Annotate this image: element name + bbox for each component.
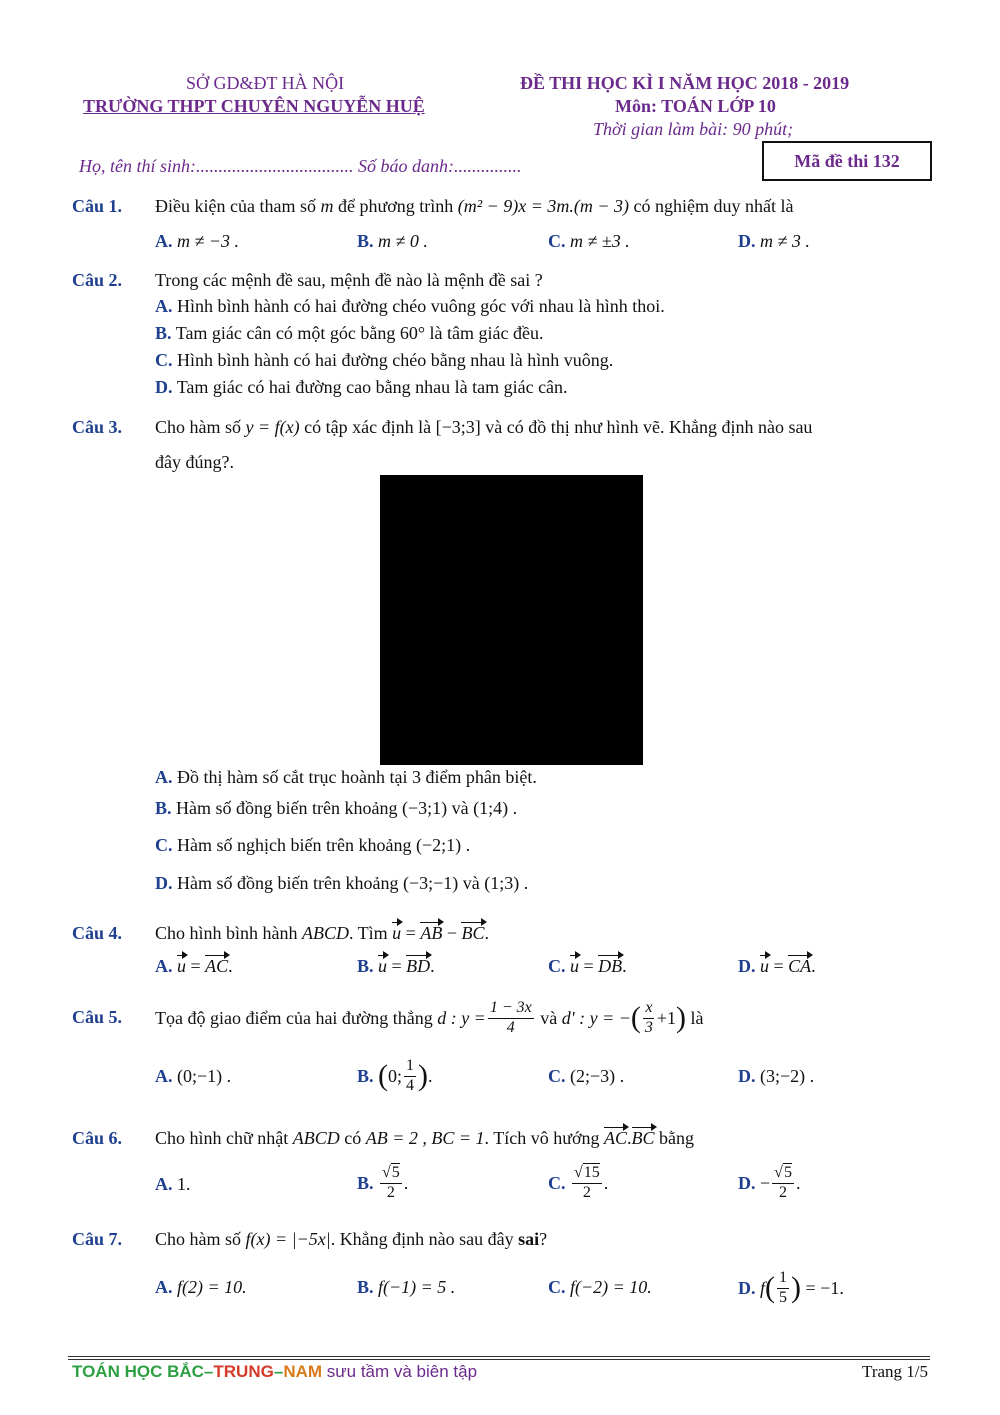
math: AB = 2 , [365, 1128, 427, 1148]
graph-image-redacted [380, 475, 643, 765]
question-label: Câu 7. [72, 1229, 123, 1249]
option-c[interactable]: C. $\frac{√15}{2}$ . [548, 1164, 609, 1201]
option-vector: DB [598, 956, 623, 976]
option-b[interactable] [357, 1277, 455, 1298]
text: . Khẳng định nào sau đây [330, 1229, 514, 1249]
time-limit: Thời gian làm bài: 90 phút; [593, 119, 794, 139]
vector-bc: BC [631, 1128, 655, 1148]
denominator: 2 [582, 1183, 591, 1201]
option-text: m ≠ −3 . [177, 231, 240, 251]
equals: = [405, 923, 416, 943]
question-label: Câu 6. [72, 1128, 123, 1148]
period: . [622, 956, 627, 976]
paren: ) [791, 1271, 802, 1304]
option-text: Hàm số nghịch biến trên khoảng (−2;1) . [177, 835, 471, 855]
option-text: = −1. [805, 1277, 844, 1298]
brand-part: TRUNG [213, 1362, 274, 1381]
radicand: 5 [783, 1164, 792, 1182]
text: Tọa độ giao điểm của hai đường thẳng [155, 1007, 433, 1028]
question-label: Câu 4. [72, 923, 123, 943]
math: BC = 1 [431, 1128, 485, 1148]
text: có nghiệm duy nhất là [633, 196, 794, 216]
equals: = [583, 956, 594, 976]
option-letter: D. [155, 377, 173, 397]
school-name: TRƯỜNG THPT CHUYÊN NGUYỄN HUỆ [83, 96, 425, 116]
denominator: 4 [506, 1018, 515, 1036]
option-letter: A. [155, 1066, 173, 1086]
sign: − [760, 1172, 771, 1193]
option-b[interactable] [357, 956, 435, 977]
option-text: Hình bình hành có hai đường chéo bằng nhau là hình vuông. [177, 350, 614, 370]
question-text [155, 992, 704, 1044]
vector-u: u [392, 923, 402, 943]
radicand: 5 [391, 1164, 400, 1182]
minus: − [446, 923, 457, 943]
vector-u: u [378, 956, 388, 976]
option-letter: B. [357, 231, 374, 251]
numerator: x [643, 999, 654, 1018]
text: có [344, 1128, 362, 1148]
option-vector: BD [406, 956, 431, 976]
function: y = f(x) [245, 417, 300, 437]
fraction [777, 1269, 789, 1307]
option-letter: D. [738, 1277, 756, 1298]
option-letter: C. [155, 350, 173, 370]
option-d[interactable] [155, 873, 528, 894]
option-letter: B. [155, 798, 172, 818]
brand-dash: – [203, 1362, 214, 1381]
text: Điều kiện của tham số [155, 196, 316, 216]
option-a[interactable] [155, 231, 239, 252]
question-label: Câu 3. [72, 417, 123, 437]
option-letter: B. [357, 1065, 374, 1086]
option-letter: B. [357, 1172, 374, 1193]
paren: ) [418, 1059, 429, 1092]
option-b[interactable] [357, 1050, 433, 1102]
text: Cho hàm số [155, 417, 242, 437]
equals: = [391, 956, 402, 976]
text: Cho hàm số [155, 1229, 242, 1249]
question-text-cont: đây đúng?. [155, 452, 234, 472]
text: có tập xác định là [304, 417, 432, 437]
option-c[interactable] [548, 956, 627, 977]
option-d[interactable] [738, 1066, 814, 1087]
option-a[interactable] [155, 956, 233, 977]
option-text: 1. [177, 1174, 191, 1194]
option-letter: A. [155, 956, 173, 976]
question-text: Trong các mệnh đề sau, mệnh đề nào là mệnh đề sai ? [155, 270, 543, 290]
numerator: √15 [572, 1164, 602, 1183]
numerator: 1 − 3x [488, 999, 534, 1018]
option-letter: D. [738, 1172, 756, 1193]
vector-u: u [760, 956, 769, 976]
denominator: 5 [779, 1288, 788, 1306]
exam-title: ĐỀ THI HỌC KÌ I NĂM HỌC 2018 - 2019 [520, 73, 850, 93]
option-letter: A. [155, 1277, 173, 1297]
function-name: f [760, 1277, 766, 1298]
fraction [772, 1164, 794, 1202]
footer-divider [68, 1359, 930, 1360]
question-text [155, 417, 812, 438]
option-b[interactable] [155, 323, 544, 344]
fraction [404, 1057, 416, 1095]
option-letter: C. [548, 1172, 566, 1193]
option-b[interactable]: B. $\frac{√5}{2}$ . [357, 1164, 409, 1201]
period: . [430, 956, 435, 976]
option-d[interactable] [738, 231, 810, 252]
brand-tagline: sưu tầm và biên tập [322, 1362, 478, 1381]
option-letter: A. [155, 231, 173, 251]
fraction [380, 1164, 402, 1202]
numerator: √5 [380, 1164, 402, 1183]
radicand: 15 [583, 1164, 600, 1182]
option-d[interactable]: D. − $\frac{√5}{2}$ . [738, 1164, 801, 1201]
brand-part: NAM [283, 1362, 323, 1381]
option-text: f(−1) = 5 . [378, 1277, 456, 1297]
option-letter: B. [357, 1277, 374, 1297]
option-a[interactable] [155, 1174, 191, 1195]
text: là [690, 1007, 704, 1028]
option-d[interactable] [738, 956, 816, 977]
vector-ab: AB [420, 923, 443, 943]
option-c[interactable] [548, 1277, 652, 1298]
numerator: 1 [777, 1269, 789, 1288]
question-label: Câu 1. [72, 196, 123, 216]
option-d[interactable] [155, 377, 568, 398]
option-letter: A. [155, 1174, 173, 1194]
fraction [572, 1164, 602, 1202]
function: f(x) = |−5x| [245, 1229, 331, 1249]
line-d: d : y = [437, 1007, 486, 1028]
period: . [484, 923, 489, 943]
option-b[interactable] [155, 798, 517, 819]
text: Cho hình bình hành [155, 923, 298, 943]
option-c[interactable] [155, 835, 470, 856]
option-a[interactable] [155, 767, 537, 788]
paren: ) [676, 1001, 687, 1034]
vector-u: u [177, 956, 186, 976]
option-text: f(−2) = 10. [570, 1277, 652, 1297]
footer-brand [72, 1362, 477, 1382]
period: . [428, 1065, 433, 1086]
paren: ( [765, 1271, 776, 1304]
text: để phương trình [337, 196, 454, 216]
plus-one: +1 [656, 1007, 677, 1028]
text: ? [539, 1229, 548, 1249]
option-letter: A. [155, 767, 173, 787]
shape: ABCD [292, 1128, 340, 1148]
paren: ( [630, 1001, 641, 1034]
option-vector: CA [788, 956, 812, 976]
brand-part: TOÁN HỌC BẮC [72, 1362, 204, 1381]
option-text: m ≠ ±3 . [570, 231, 630, 251]
math: m [320, 196, 334, 216]
option-a[interactable] [155, 296, 665, 317]
fraction [488, 999, 534, 1037]
numerator: √5 [772, 1164, 794, 1183]
option-letter: C. [548, 1066, 566, 1086]
option-letter: D. [738, 231, 756, 251]
option-text: Hàm số đồng biến trên khoảng (−3;1) và (1;4) . [176, 798, 518, 818]
period: . [228, 956, 233, 976]
equals: = [773, 956, 784, 976]
option-letter: A. [155, 296, 173, 316]
text: . Tích vô hướng [484, 1128, 600, 1148]
vector-bc: BC [461, 923, 485, 943]
question-text: Cho hình chữ nhật ABCD có AB = 2 , BC = 1. Tích vô hướng AC.BC bằng [155, 1128, 695, 1148]
text: và có đồ thị như hình vẽ. Khẳng định nào sau [485, 417, 813, 437]
subject: Môn: TOÁN LỚP 10 [615, 96, 776, 116]
shape: ABCD [302, 923, 349, 943]
option-c[interactable] [548, 1066, 624, 1087]
page-number: Trang 1/5 [862, 1362, 928, 1381]
option-text: (2;−3) . [570, 1066, 625, 1086]
text: Cho hình chữ nhật [155, 1128, 289, 1148]
option-text: (3;−2) . [760, 1066, 815, 1086]
fraction [643, 999, 655, 1037]
option-letter: D. [738, 956, 756, 976]
brand-dash: – [273, 1362, 284, 1381]
option-text: 0; [388, 1065, 403, 1086]
student-info-line: Họ, tên thí sinh:................................... Số báo danh:............... [79, 156, 522, 176]
option-letter: D. [155, 873, 173, 893]
text: và [540, 1007, 558, 1028]
option-letter: C. [548, 956, 566, 976]
text: bằng [659, 1128, 695, 1148]
option-text: m ≠ 0 . [378, 231, 428, 251]
option-letter: C. [548, 1277, 566, 1297]
option-a[interactable] [155, 1277, 247, 1298]
option-text: Hàm số đồng biến trên khoảng (−3;−1) và (1;3) . [177, 873, 529, 893]
option-letter: C. [548, 231, 566, 251]
paren: ( [378, 1059, 389, 1092]
option-letter: D. [738, 1066, 756, 1086]
option-text: Đồ thị hàm số cắt trục hoành tại 3 điểm phân biệt. [177, 767, 537, 787]
option-c[interactable] [155, 350, 613, 371]
option-letter: C. [155, 835, 173, 855]
option-b[interactable] [357, 231, 428, 252]
text: . Tìm [349, 923, 388, 943]
denominator: 3 [644, 1018, 653, 1036]
question-label: Câu 2. [72, 270, 123, 290]
option-text: (0;−1) . [177, 1066, 232, 1086]
question-text [155, 196, 794, 217]
domain: [−3;3] [435, 417, 481, 437]
denominator: 2 [386, 1183, 395, 1201]
option-d[interactable] [738, 1261, 844, 1315]
option-text: Tam giác có hai đường cao bằng nhau là tam giác cân. [176, 377, 568, 397]
vector-u: u [570, 956, 579, 976]
option-vector: AC [205, 956, 229, 976]
exam-code-box: Mã đề thi 132 [762, 141, 932, 181]
equation: (m² − 9)x = 3m.(m − 3) [457, 196, 630, 216]
line-d-prime: d' : y = − [561, 1007, 631, 1028]
question-text [155, 1229, 547, 1250]
question-label: Câu 5. [72, 1007, 123, 1027]
option-letter: B. [155, 323, 172, 343]
option-text: Hình bình hành có hai đường chéo vuông góc với nhau là hình thoi. [177, 296, 665, 316]
option-a[interactable] [155, 1066, 231, 1087]
denominator: 4 [406, 1076, 415, 1094]
equals: = [190, 956, 201, 976]
question-text [155, 923, 489, 944]
option-c[interactable] [548, 231, 630, 252]
emphasis: sai [518, 1229, 540, 1249]
vector-ac: AC [603, 1128, 627, 1148]
option-letter: B. [357, 956, 374, 976]
department-name: SỞ GD&ĐT HÀ NỘI [186, 73, 345, 93]
option-text: m ≠ 3 . [760, 231, 810, 251]
numerator: 1 [404, 1057, 416, 1076]
option-text: Tam giác cân có một góc bằng 60° là tâm giác đều. [175, 323, 544, 343]
footer-divider [68, 1356, 930, 1357]
option-text: f(2) = 10. [177, 1277, 247, 1297]
period: . [811, 956, 816, 976]
denominator: 2 [779, 1183, 788, 1201]
